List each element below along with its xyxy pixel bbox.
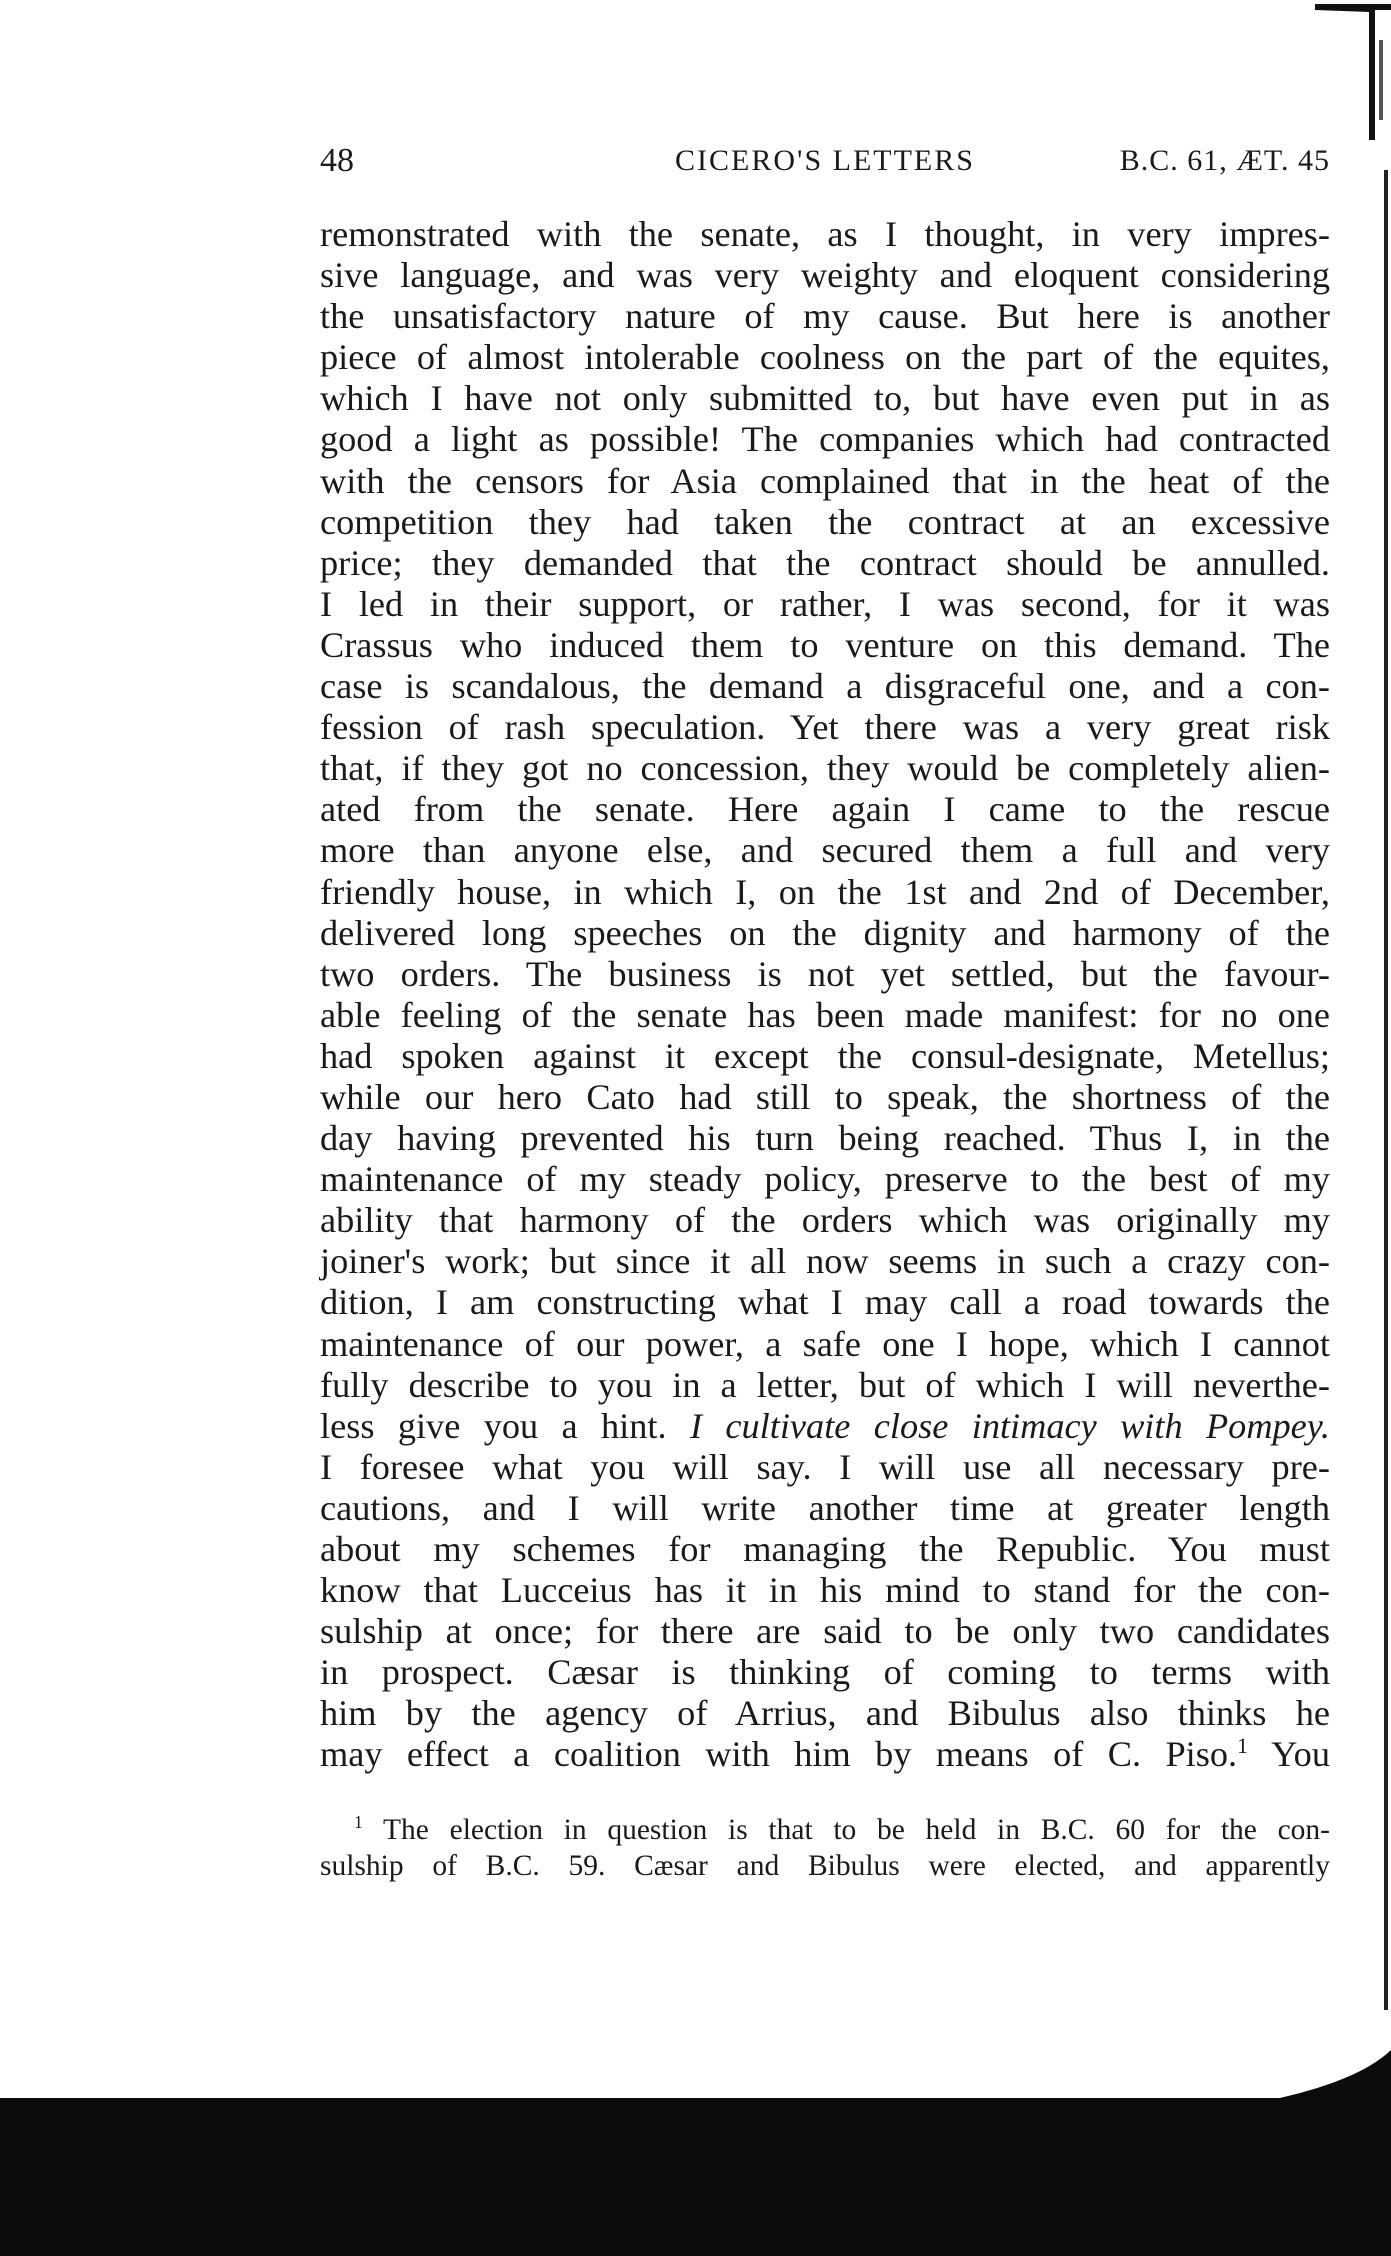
text-line: remonstrated with the senate, as I thought, in very impres- <box>320 214 1330 254</box>
text-segment: may effect a coalition with him by means of C. Piso. <box>320 1734 1238 1775</box>
scan-bottom-shadow <box>0 2098 1391 2256</box>
running-title: CICERO'S LETTERS <box>675 144 975 177</box>
text-line: ated from the senate. Here again I came to the rescue <box>320 789 1330 830</box>
page-edge-shadow <box>1384 170 1388 2010</box>
text-line: sulship at once; for there are said to be only two candidates <box>320 1611 1330 1652</box>
text-line-with-footnote-ref <box>320 1734 1330 1775</box>
text-line: good a light as possible! The companies which had contracted <box>320 419 1330 460</box>
text-line: able feeling of the senate has been made manifest: for no one <box>320 994 1330 1035</box>
text-line: fession of rash speculation. Yet there was a very great risk <box>320 707 1330 748</box>
footnote <box>320 1812 1330 1884</box>
footnote-marker: 1 <box>354 1812 363 1833</box>
text-line: ability that harmony of the orders which was originally my <box>320 1200 1330 1241</box>
text-line: about my schemes for managing the Republic. You must <box>320 1529 1330 1569</box>
text-line: Crassus who induced them to venture on this demand. The <box>320 624 1330 665</box>
text-segment: less give you a hint. <box>320 1405 667 1446</box>
footnote-reference: 1 <box>1237 1734 1248 1759</box>
text-line: with the censors for Asia complained that in the heat of the <box>320 460 1330 501</box>
text-line-with-italic <box>320 1406 1330 1447</box>
text-segment: You <box>1271 1734 1330 1775</box>
footnote-line: sulship of B.C. 59. Cæsar and Bibulus were elected, and apparently <box>320 1850 1330 1882</box>
text-segment: The election in question is that to be held in B.C. 60 for the con- <box>383 1814 1331 1846</box>
text-line: piece of almost intolerable coolness on the part of the equites, <box>320 337 1330 378</box>
footnote-line <box>320 1812 1330 1848</box>
text-line: more than anyone else, and secured them a full and very <box>320 830 1330 871</box>
text-line: I led in their support, or rather, I was second, for it was <box>320 583 1330 624</box>
text-line: him by the agency of Arrius, and Bibulus also thinks he <box>320 1693 1330 1734</box>
text-line: that, if they got no concession, they would be completely alien- <box>320 748 1330 789</box>
text-line: two orders. The business is not yet settled, but the favour- <box>320 953 1330 994</box>
text-line: price; they demanded that the contract should be annulled. <box>320 542 1330 583</box>
text-line: case is scandalous, the demand a disgraceful one, and a con- <box>320 666 1330 707</box>
text-line: day having prevented his turn being reached. Thus I, in the <box>320 1118 1330 1159</box>
text-line: friendly house, in which I, on the 1st and 2nd of December, <box>320 871 1330 912</box>
text-line: sive language, and was very weighty and eloquent considering <box>320 255 1330 296</box>
text-line: fully describe to you in a letter, but of which I will neverthe- <box>320 1364 1330 1405</box>
running-header <box>320 142 1330 192</box>
letter-body <box>320 214 1330 1776</box>
date-reference: B.C. 61, ÆT. 45 <box>1119 144 1330 177</box>
text-line: which I have not only submitted to, but have even put in as <box>320 378 1330 419</box>
text-line: while our hero Cato had still to speak, the shortness of the <box>320 1076 1330 1117</box>
text-line: cautions, and I will write another time at greater length <box>320 1487 1330 1528</box>
page-number: 48 <box>320 142 354 179</box>
text-line: joiner's work; but since it all now seems in such a crazy con- <box>320 1241 1330 1282</box>
text-line: know that Lucceius has it in his mind to stand for the con- <box>320 1570 1330 1611</box>
text-line: the unsatisfactory nature of my cause. But here is another <box>320 296 1330 337</box>
text-line: maintenance of our power, a safe one I hope, which I cannot <box>320 1323 1330 1364</box>
text-line: competition they had taken the contract at an excessive <box>320 501 1330 542</box>
text-line: I foresee what you will say. I will use all necessary pre- <box>320 1446 1330 1487</box>
text-line: in prospect. Cæsar is thinking of coming to terms with <box>320 1652 1330 1693</box>
text-line: had spoken against it except the consul-designate, Metellus; <box>320 1035 1330 1076</box>
text-line: dition, I am constructing what I may call a road towards the <box>320 1282 1330 1323</box>
italic-cipher-text: I cultivate close intimacy with Pompey. <box>689 1405 1330 1446</box>
text-line: delivered long speeches on the dignity and harmony of the <box>320 912 1330 953</box>
text-line: maintenance of my steady policy, preserve to the best of my <box>320 1159 1330 1200</box>
scan-corner-artifact <box>1305 0 1391 150</box>
